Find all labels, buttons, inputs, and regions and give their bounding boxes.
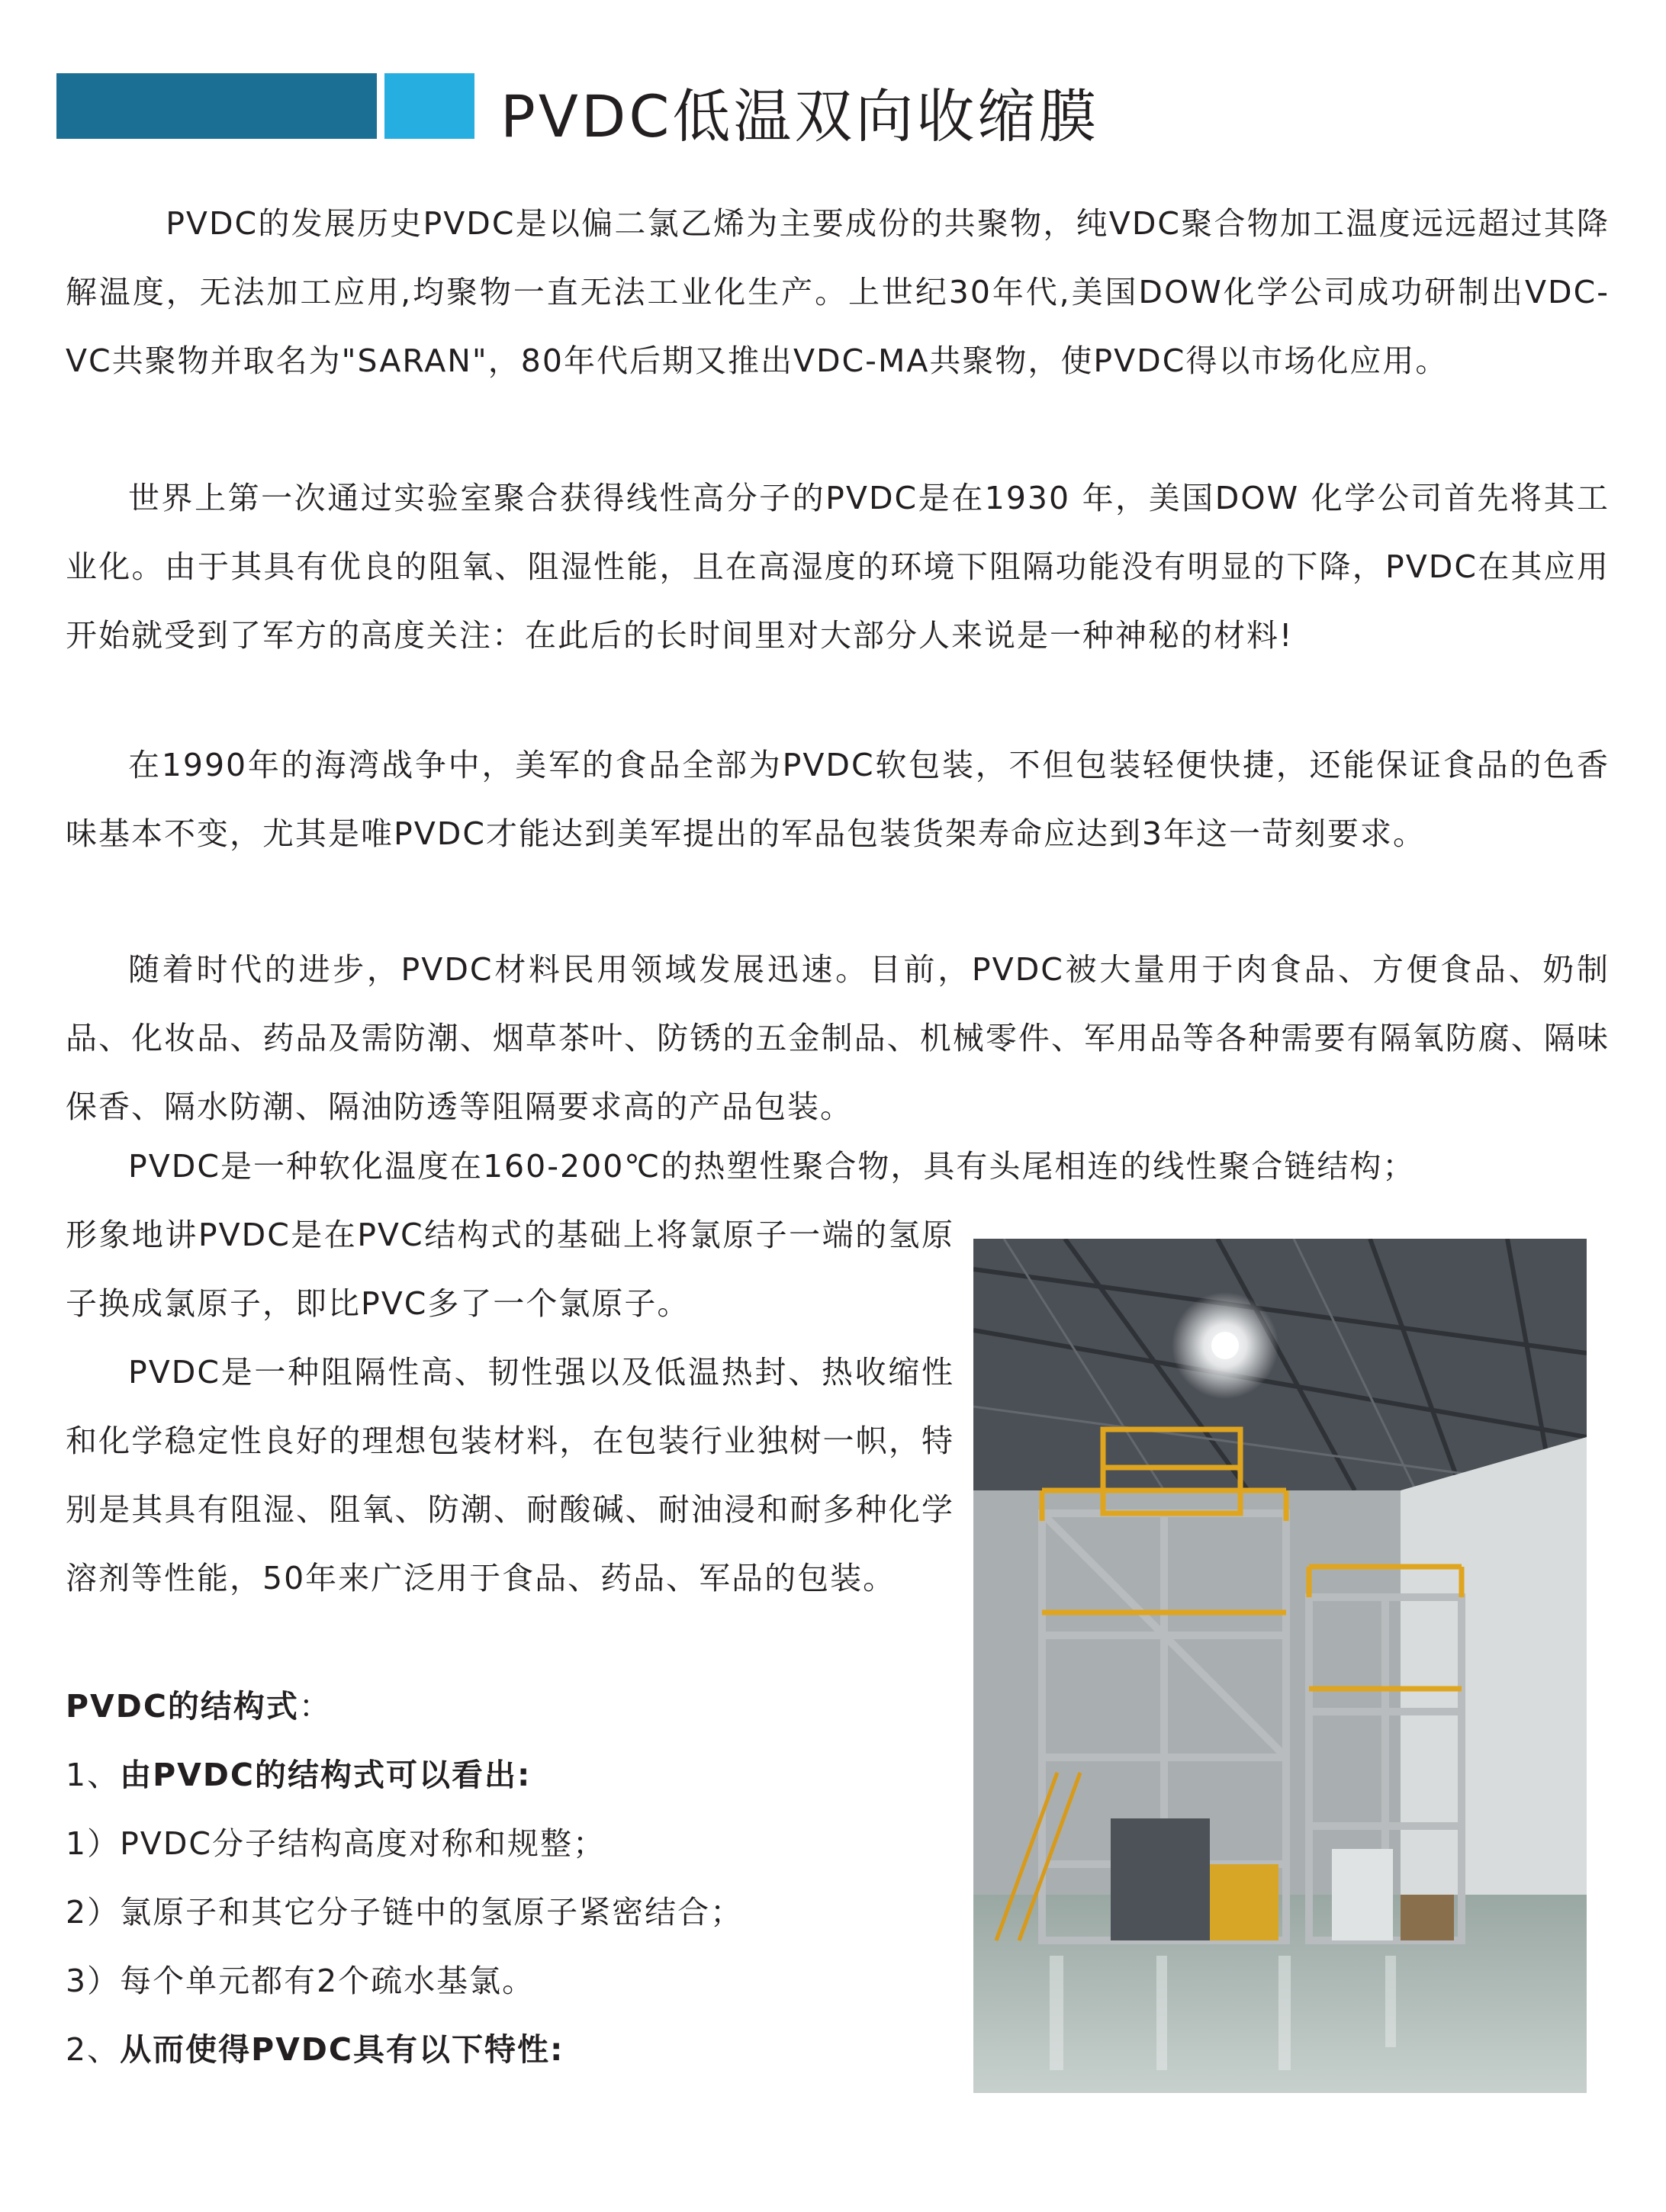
paragraph-structure-analogy: 形象地讲PVDC是在PVC结构式的基础上将氯原子一端的氢原子换成氯原子，即比PVC多了一个氯原子。 — [66, 1217, 954, 1322]
point-1 — [66, 1741, 954, 1809]
structure-heading — [66, 1672, 954, 1741]
paragraph-civil-use: 随着时代的进步，PVDC材料民用领域发展迅速。目前，PVDC被大量用于肉食品、方便食品、奶制品、化妆品、药品及需防潮、烟草茶叶、防锈的五金制品、机械零件、军用品等各种需要有隔氧防腐、隔味保香、隔水防潮、隔油防透等阻隔要求高的产品包装。 — [66, 951, 1610, 1125]
point-1-number: 1、 — [66, 1757, 121, 1793]
page-title: PVDC低温双向收缩膜 — [500, 82, 1100, 150]
point-2-number: 2、 — [66, 2031, 121, 2068]
header-accent-bar-light — [384, 73, 474, 139]
header-accent-bar-dark — [56, 73, 377, 139]
point-2-text: 从而使得PVDC具有以下特性: — [120, 2031, 564, 2068]
point-1-text: 由PVDC的结构式可以看出: — [120, 1757, 532, 1793]
point-2 — [66, 2015, 954, 2084]
sub-item-1: 1）PVDC分子结构高度对称和规整； — [66, 1825, 606, 1862]
factory-photo — [973, 1239, 1587, 2093]
sub-item-3: 3）每个单元都有2个疏水基氯。 — [66, 1963, 536, 1999]
structure-heading-bold: PVDC的结构式 — [66, 1688, 299, 1725]
sub-item-2: 2）氯原子和其它分子链中的氢原子紧密结合； — [66, 1894, 744, 1931]
paragraph-history: PVDC的发展历史PVDC是以偏二氯乙烯为主要成份的共聚物，纯VDC聚合物加工温度远远超过其降解温度，无法加工应用,均聚物一直无法工业化生产。上世纪30年代,美国DOW化学公司成功研制出VDC-VC共聚物并取名为"SARAN"，80年代后期又推出VDC-MA共聚物，使PVDC得以市场化应用。 — [66, 205, 1610, 379]
paragraph-dow: 世界上第一次通过实验室聚合获得线性高分子的PVDC是在1930 年，美国DOW 化学公司首先将其工业化。由于其具有优良的阻氧、阻湿性能，且在高湿度的环境下阻隔功能没有明显的下降，PVDC在其应用开始就受到了军方的高度关注：在此后的长时间里对大部分人来说是一种神秘的材料! — [66, 480, 1610, 654]
paragraph-softening: PVDC是一种软化温度在160-200℃的热塑性聚合物，具有头尾相连的线性聚合链结构； — [128, 1148, 1416, 1185]
factory-illustration — [973, 1239, 1587, 2093]
paragraph-barrier: PVDC是一种阻隔性高、韧性强以及低温热封、热收缩性和化学稳定性良好的理想包装材料，在包装行业独树一帜，特别是其具有阻湿、阻氧、防潮、耐酸碱、耐油浸和耐多种化学溶剂等性能，50年来广泛用于食品、药品、军品的包装。 — [66, 1354, 954, 1596]
paragraph-gulf-war: 在1990年的海湾战争中，美军的食品全部为PVDC软包装，不但包装轻便快捷，还能保证食品的色香味基本不变，尤其是唯PVDC才能达到美军提出的军品包装货架寿命应达到3年这一苛刻要求。 — [66, 747, 1610, 852]
structure-heading-colon: ： — [298, 1688, 332, 1725]
